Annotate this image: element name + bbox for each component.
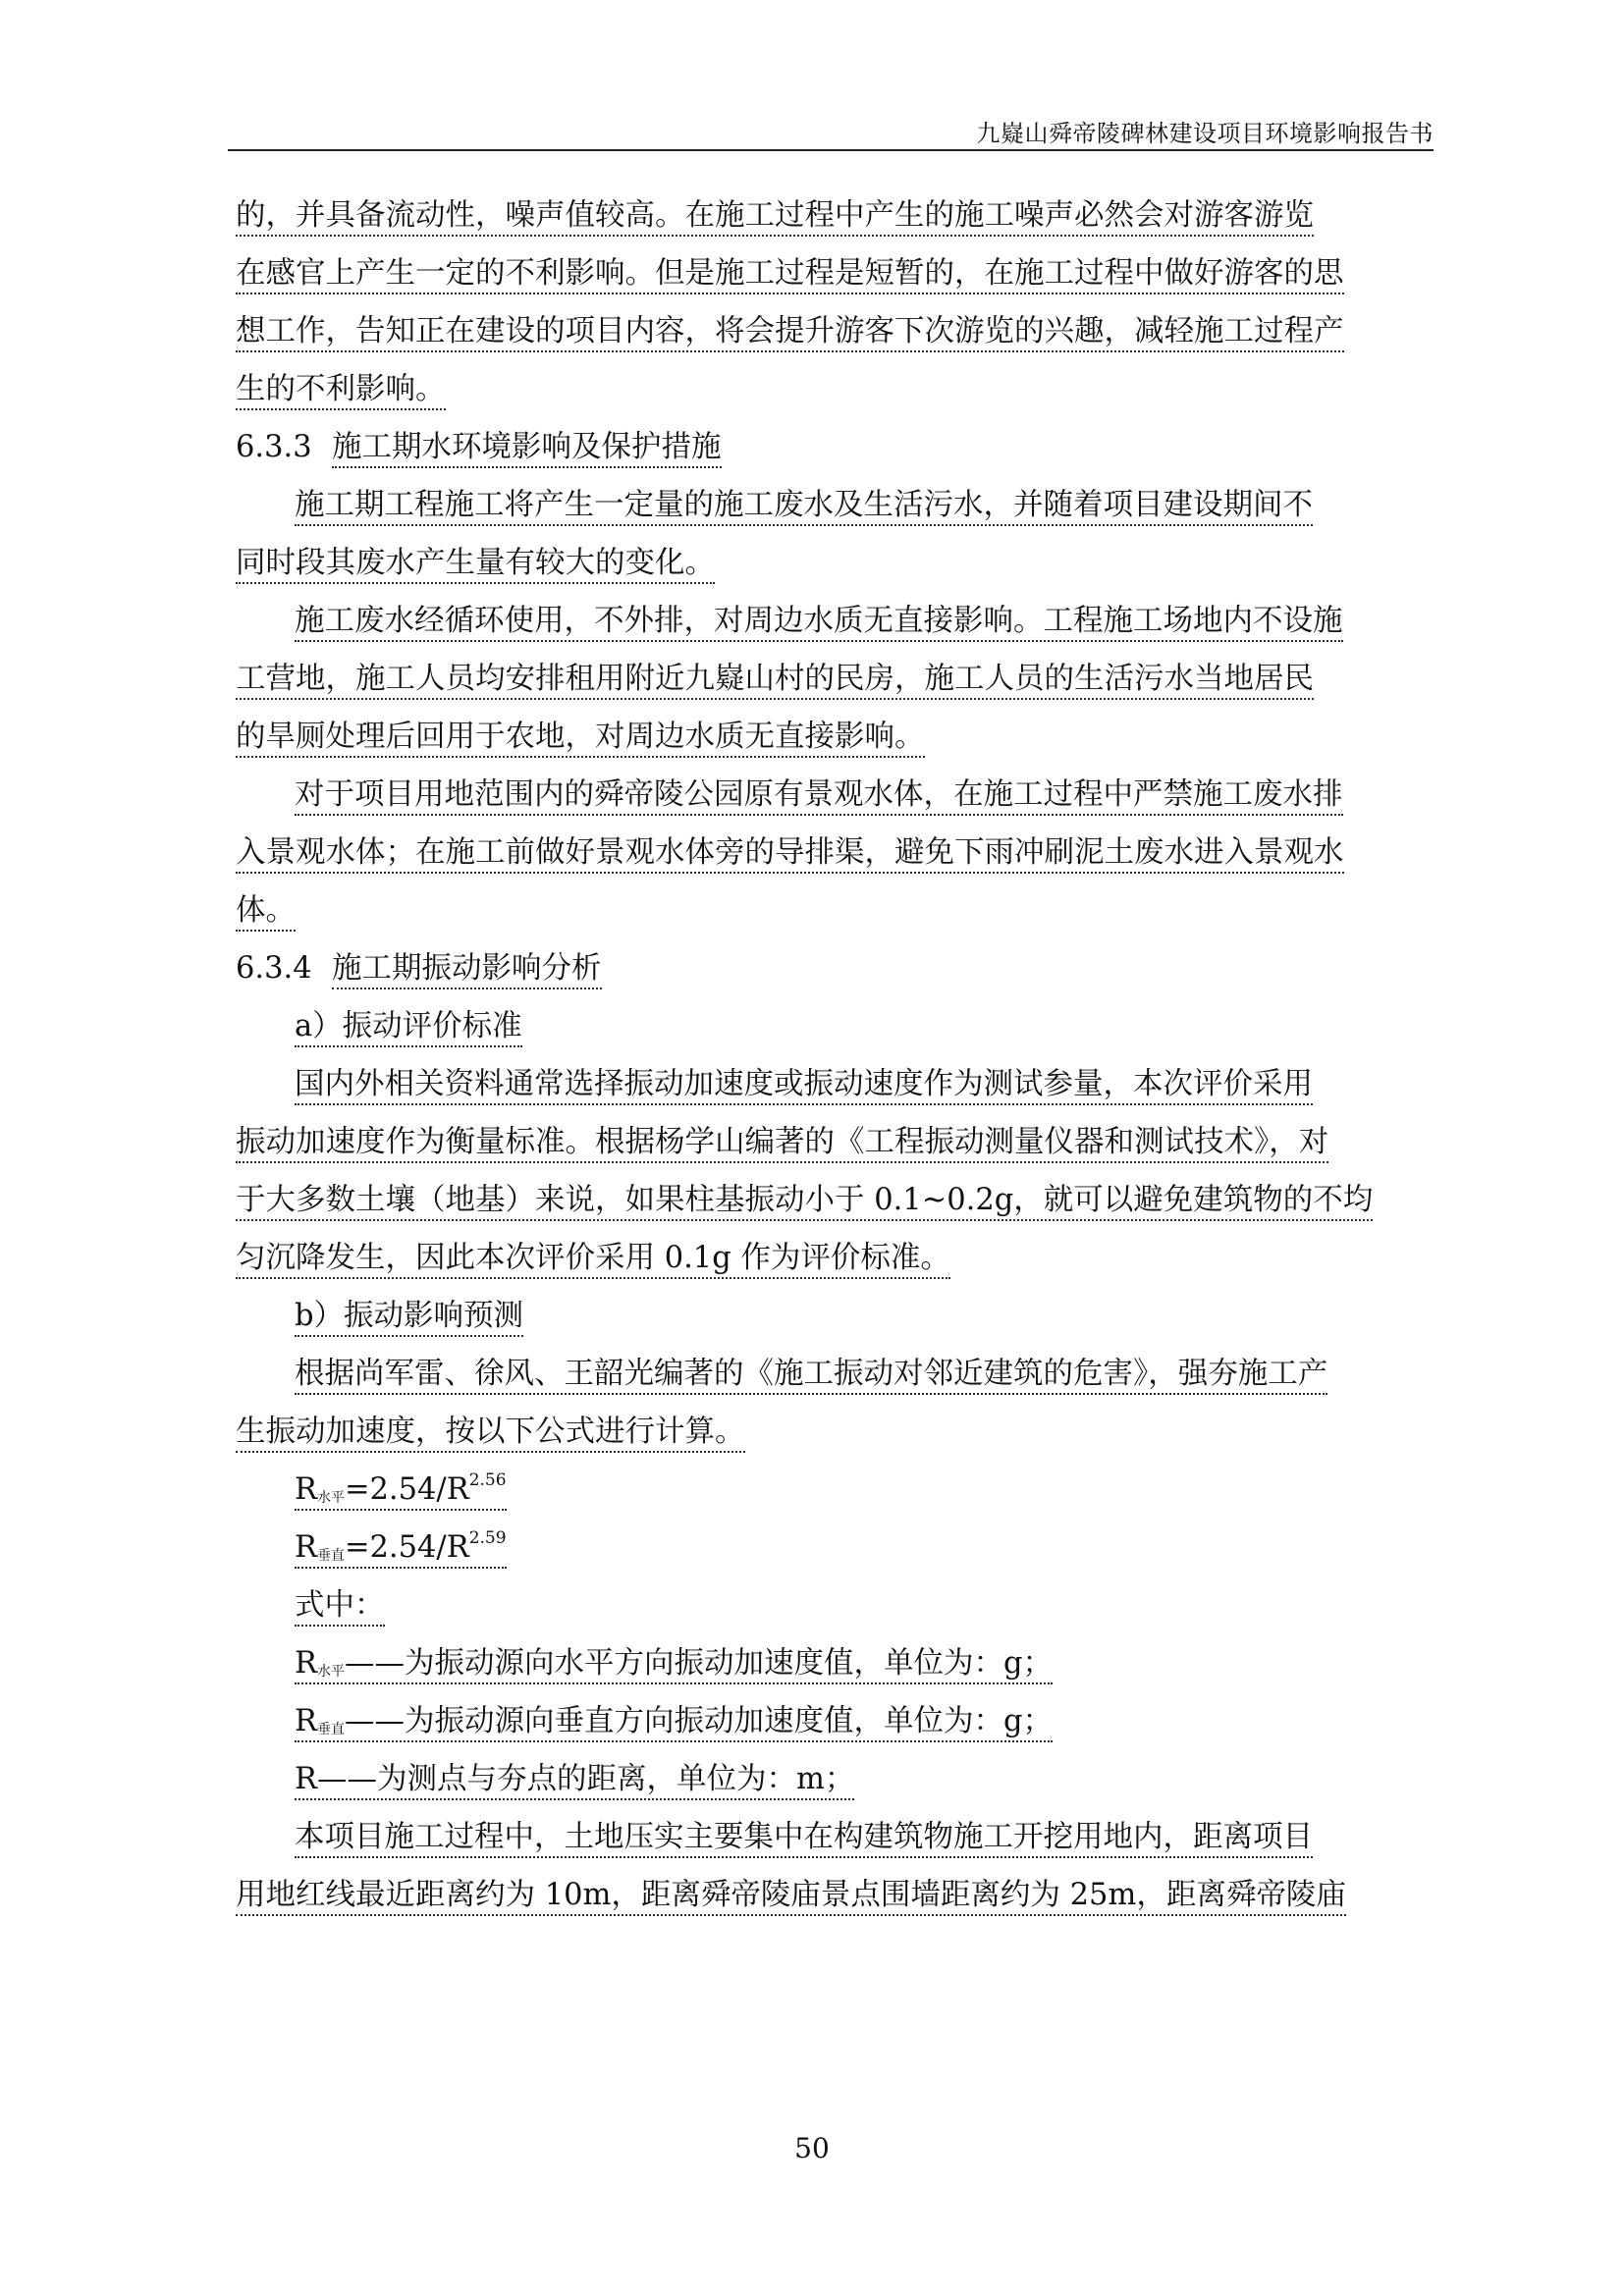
section-title: 施工期水环境影响及保护措施: [332, 430, 722, 468]
text-line: 施工废水经循环使用，不外排，对周边水质无直接影响。工程施工场地内不设施: [236, 592, 1434, 650]
definition-vertical: $R_{垂直}——$为振动源向垂直方向振动加速度值，单位为：g；: [236, 1692, 1434, 1750]
subheading-b: b）振动影响预测: [236, 1287, 1434, 1345]
section-heading-6-3-3: [236, 418, 1434, 476]
section-number: 6.3.4: [236, 951, 312, 986]
text-line: 匀沉降发生，因此本次评价采用 0.1g 作为评价标准。: [236, 1229, 1434, 1287]
text-line: 本项目施工过程中，土地压实主要集中在构建筑物施工开挖用地内，距离项目: [236, 1808, 1434, 1866]
text-line: 同时段其废水产生量有较大的变化。: [236, 534, 1434, 592]
definition-distance: R——为测点与夯点的距离，单位为：m；: [236, 1750, 1434, 1808]
text-line: 于大多数土壤（地基）来说，如果柱基振动小于 0.1~0.2g，就可以避免建筑物的不均: [236, 1171, 1434, 1229]
text-line: 根据尚军雷、徐风、王韶光编著的《施工振动对邻近建筑的危害》，强夯施工产: [236, 1345, 1434, 1403]
formula-horizontal: $R_{水平}=2.54/R^{2.56}$: [236, 1461, 1434, 1519]
text-line: 生振动加速度，按以下公式进行计算。: [236, 1403, 1434, 1461]
page-body: [236, 187, 1434, 1924]
section-title: 施工期振动影响分析: [332, 951, 602, 989]
text-line: 工营地，施工人员均安排租用附近九嶷山村的民房，施工人员的生活污水当地居民: [236, 650, 1434, 708]
page-header: [228, 110, 1434, 151]
text-line: 入景观水体；在施工前做好景观水体旁的导排渠，避免下雨冲刷泥土废水进入景观水: [236, 824, 1434, 881]
text-line: 振动加速度作为衡量标准。根据杨学山编著的《工程振动测量仪器和测试技术》，对: [236, 1113, 1434, 1171]
section-number: 6.3.3: [236, 430, 312, 464]
text-line: 用地红线最近距离约为 10m，距离舜帝陵庙景点围墙距离约为 25m，距离舜帝陵庙: [236, 1866, 1434, 1924]
text-line: 国内外相关资料通常选择振动加速度或振动速度作为测试参量，本次评价采用: [236, 1055, 1434, 1113]
text-line: 想工作，告知正在建设的项目内容，将会提升游客下次游览的兴趣，减轻施工过程产: [236, 302, 1434, 360]
text-line: 的旱厕处理后回用于农地，对周边水质无直接影响。: [236, 708, 1434, 766]
subheading-a: a）振动评价标准: [236, 997, 1434, 1055]
page-number: 50: [794, 2132, 830, 2164]
where-label: 式中：: [236, 1576, 1434, 1634]
text-line: 在感官上产生一定的不利影响。但是施工过程是短暂的，在施工过程中做好游客的思: [236, 244, 1434, 302]
text-line: 体。: [236, 881, 1434, 939]
text-line: 生的不利影响。: [236, 360, 1434, 418]
document-title: 九嶷山舜帝陵碑林建设项目环境影响报告书: [976, 120, 1434, 147]
text-line: 对于项目用地范围内的舜帝陵公园原有景观水体，在施工过程中严禁施工废水排: [236, 766, 1434, 824]
text-line: 施工期工程施工将产生一定量的施工废水及生活污水，并随着项目建设期间不: [236, 476, 1434, 534]
formula-vertical: $R_{垂直}=2.54/R^{2.59}$: [236, 1519, 1434, 1576]
section-heading-6-3-4: [236, 939, 1434, 997]
definition-horizontal: $R_{水平}——$为振动源向水平方向振动加速度值，单位为：g；: [236, 1634, 1434, 1692]
text-line: 的，并具备流动性，噪声值较高。在施工过程中产生的施工噪声必然会对游客游览: [236, 187, 1434, 244]
